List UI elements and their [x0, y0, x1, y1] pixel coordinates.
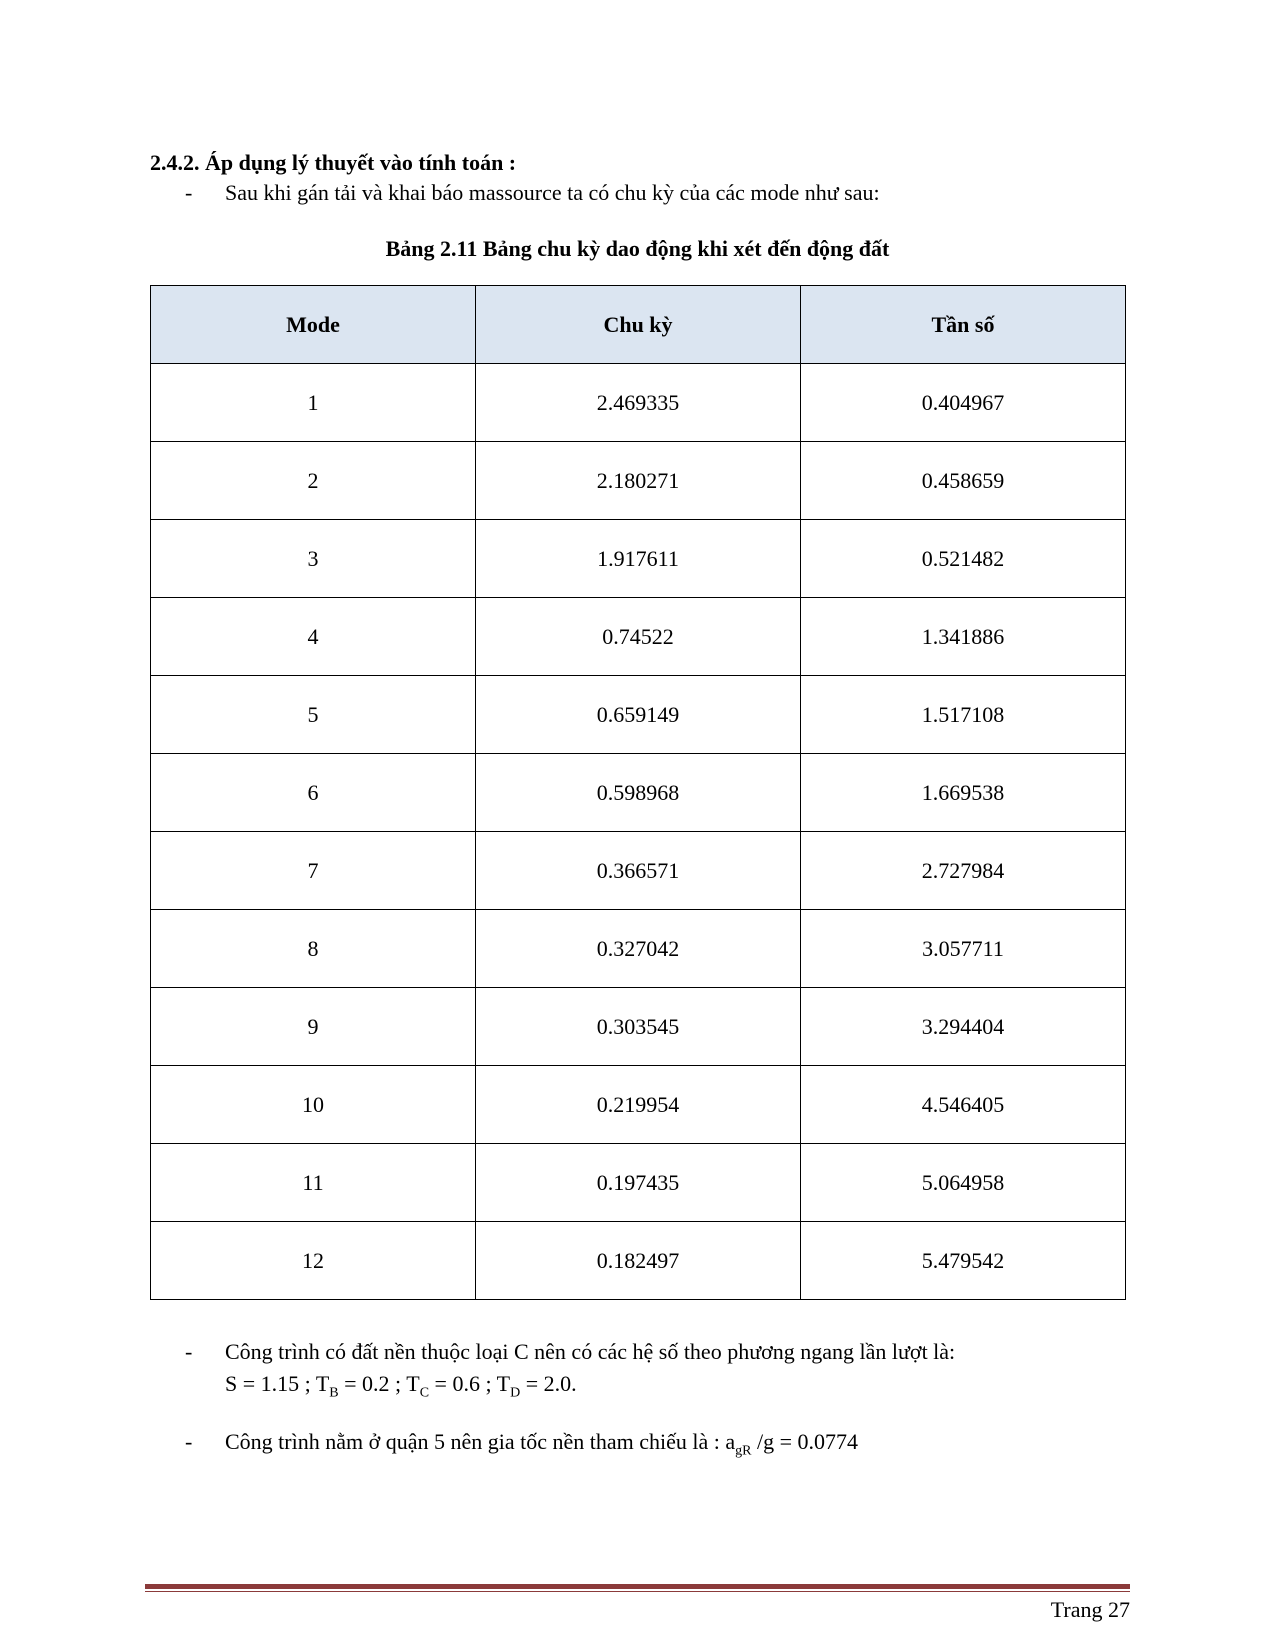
table-row [151, 754, 1126, 832]
cell-mode: 9 [151, 988, 476, 1066]
cell-period: 0.366571 [476, 832, 801, 910]
cell-frequency: 1.341886 [801, 598, 1126, 676]
table-row [151, 1144, 1126, 1222]
cell-period: 0.197435 [476, 1144, 801, 1222]
mode-period-table [150, 285, 1126, 1300]
tb-subscript: B [329, 1385, 339, 1401]
cell-mode: 12 [151, 1222, 476, 1300]
cell-mode: 10 [151, 1066, 476, 1144]
cell-frequency: 4.546405 [801, 1066, 1126, 1144]
footer-rule-thin [145, 1591, 1130, 1592]
cell-mode: 7 [151, 832, 476, 910]
accel-paragraph [185, 1426, 1130, 1467]
cell-mode: 6 [151, 754, 476, 832]
cell-period: 0.303545 [476, 988, 801, 1066]
cell-frequency: 0.458659 [801, 442, 1126, 520]
cell-frequency: 5.064958 [801, 1144, 1126, 1222]
cell-frequency: 0.404967 [801, 364, 1126, 442]
cell-frequency: 2.727984 [801, 832, 1126, 910]
header-frequency: Tần số [801, 286, 1126, 364]
section-heading: 2.4.2. Áp dụng lý thuyết vào tính toán : [150, 150, 517, 175]
cell-period: 1.917611 [476, 520, 801, 598]
cell-frequency: 0.521482 [801, 520, 1126, 598]
cell-mode: 4 [151, 598, 476, 676]
cell-period: 2.469335 [476, 364, 801, 442]
table-row [151, 1066, 1126, 1144]
cell-mode: 5 [151, 676, 476, 754]
cell-period: 0.74522 [476, 598, 801, 676]
table-caption: Bảng 2.11 Bảng chu kỳ dao động khi xét đến động đất [385, 236, 890, 261]
cell-frequency: 5.479542 [801, 1222, 1126, 1300]
agr-subscript: gR [735, 1443, 752, 1459]
cell-period: 2.180271 [476, 442, 801, 520]
footer-rule [145, 1584, 1130, 1589]
cell-period: 0.182497 [476, 1222, 801, 1300]
cell-frequency: 3.057711 [801, 910, 1126, 988]
page-number: Trang 27 [1050, 1597, 1130, 1622]
table-row [151, 520, 1126, 598]
bullet-dash: - [185, 180, 193, 205]
td-value: = 2.0. [520, 1371, 577, 1396]
cell-mode: 11 [151, 1144, 476, 1222]
soil-paragraph [185, 1336, 1130, 1409]
tb-value: = 0.2 ; T [338, 1371, 420, 1396]
cell-period: 0.659149 [476, 676, 801, 754]
accel-value: /g = 0.0774 [751, 1429, 859, 1454]
cell-mode: 2 [151, 442, 476, 520]
bullet-dash: - [185, 1339, 193, 1364]
td-subscript: D [510, 1385, 521, 1401]
header-period: Chu kỳ [476, 286, 801, 364]
tc-subscript: C [419, 1385, 430, 1401]
table-row [151, 832, 1126, 910]
cell-frequency: 3.294404 [801, 988, 1126, 1066]
intro-paragraph [185, 177, 1130, 209]
table-row [151, 910, 1126, 988]
soil-s-value: S = 1.15 ; T [225, 1371, 330, 1396]
tc-value: = 0.6 ; T [429, 1371, 511, 1396]
cell-mode: 8 [151, 910, 476, 988]
bullet-dash: - [185, 1429, 193, 1454]
table-row [151, 676, 1126, 754]
cell-mode: 3 [151, 520, 476, 598]
table-body [151, 364, 1126, 1300]
table-row [151, 442, 1126, 520]
table-row [151, 364, 1126, 442]
accel-text: Công trình nằm ở quận 5 nên gia tốc nền tham chiếu là : a [225, 1429, 736, 1454]
soil-text: Công trình có đất nền thuộc loại C nên có các hệ số theo phương ngang lần lượt là: [225, 1339, 956, 1364]
cell-mode: 1 [151, 364, 476, 442]
cell-frequency: 1.669538 [801, 754, 1126, 832]
table-row [151, 1222, 1126, 1300]
intro-text: Sau khi gán tải và khai báo massource ta có chu kỳ của các mode như sau: [225, 180, 880, 205]
table-row [151, 598, 1126, 676]
table-row [151, 988, 1126, 1066]
header-mode: Mode [151, 286, 476, 364]
cell-frequency: 1.517108 [801, 676, 1126, 754]
table-header-row [151, 286, 1126, 364]
cell-period: 0.327042 [476, 910, 801, 988]
cell-period: 0.219954 [476, 1066, 801, 1144]
cell-period: 0.598968 [476, 754, 801, 832]
